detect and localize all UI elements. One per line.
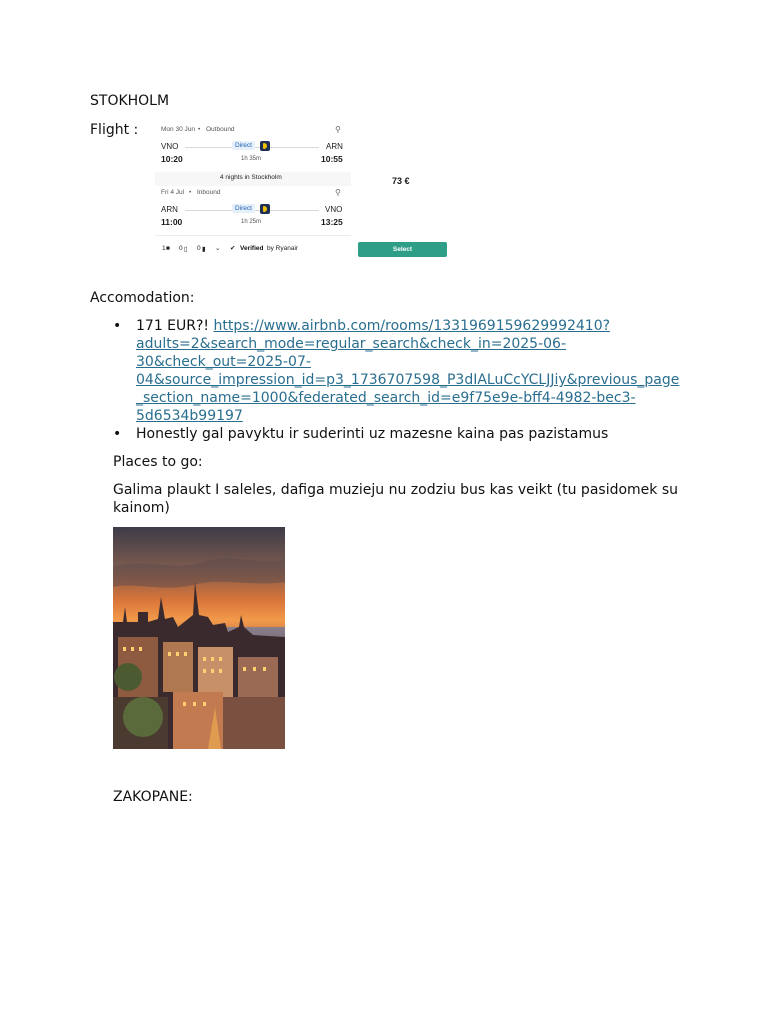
pin-icon: ⚲ [335,188,341,197]
list-item [113,317,680,425]
outbound-from: VNO [161,142,179,151]
pin-icon: ⚲ [335,125,341,134]
outbound-duration: 1h 35m [241,156,262,162]
link-line: 04&source_impression_id=p3_1736707598_P3dIALuCcYCLJJiy&previous_page [136,372,680,388]
dot-separator: • [198,126,201,133]
list-item [113,425,673,443]
link-line: 30&check_out=2025-07- [136,354,311,370]
outbound-direct-badge: Direct [232,141,255,150]
heading-stockholm: STOKHOLM [90,93,170,109]
outbound-direction: Outbound [206,126,235,133]
verified-check-icon: ✔ [230,245,236,252]
inbound-direction: Inbound [197,189,221,196]
bullet: • [113,426,122,442]
cabin-bag-icon: ■ [166,245,170,252]
flight-card [155,121,451,263]
dot-separator: • [189,189,192,196]
flight-label: Flight : [90,122,139,138]
accommodation-label: Accomodation: [90,290,195,306]
card-divider [155,235,351,236]
places-text-line: kainom) [113,500,170,516]
ryanair-logo-icon [260,141,270,151]
verified-text: Verified [240,245,264,252]
chevron-down-icon[interactable]: ⌄ [215,245,221,252]
link-line: 5d6534b99197 [136,408,243,424]
inbound-depart-time: 11:00 [161,217,183,227]
airbnb-link[interactable] [136,318,679,424]
places-label: Places to go: [113,454,203,470]
stockholm-photo [113,527,285,749]
checked-bag-icon: ▮ [202,246,206,253]
heading-zakopane: ZAKOPANE: [113,789,193,805]
accommodation-list [113,317,680,443]
select-button[interactable]: Select [358,242,447,257]
outbound-depart-time: 10:20 [161,154,183,164]
bullet: • [113,318,122,334]
inbound-arrive-time: 13:25 [321,217,343,227]
outbound-arrive-time: 10:55 [321,154,343,164]
bag-count-3: 0 [197,245,201,252]
outbound-to: ARN [326,142,343,151]
bag-count-2: 0 [179,245,183,252]
accommodation-note: Honestly gal pavyktu ir suderinti uz mazesne kaina pas pazistamus [136,426,609,442]
bag-count-1: 1 [162,245,166,252]
verified-by: by Ryanair [267,245,299,252]
inbound-from: ARN [161,205,178,214]
stay-note: 4 nights in Stockholm [220,174,282,181]
flight-price: 73 € [392,176,410,186]
link-line: adults=2&search_mode=regular_search&check_in=2025-06- [136,336,567,352]
link-line: _section_name=1000&federated_search_id=e9f75e9e-bff4-4982-bec3- [136,390,636,406]
places-text [113,481,703,517]
places-text-line: Galima plaukt I saleles, dafiga muzieju nu zodziu bus kas veikt (tu pasidomek su [113,482,679,498]
ryanair-logo-icon [260,204,270,214]
price-note: 171 EUR?! [136,318,214,334]
link-line: https://www.airbnb.com/rooms/1331969159629992410? [213,318,611,334]
inbound-to: VNO [325,205,343,214]
small-bag-icon: ▯ [184,246,188,253]
outbound-date: Mon 30 Jun [161,126,195,133]
inbound-duration: 1h 25m [241,219,262,225]
inbound-direct-badge: Direct [232,204,255,213]
inbound-date: Fri 4 Jul [161,189,185,196]
